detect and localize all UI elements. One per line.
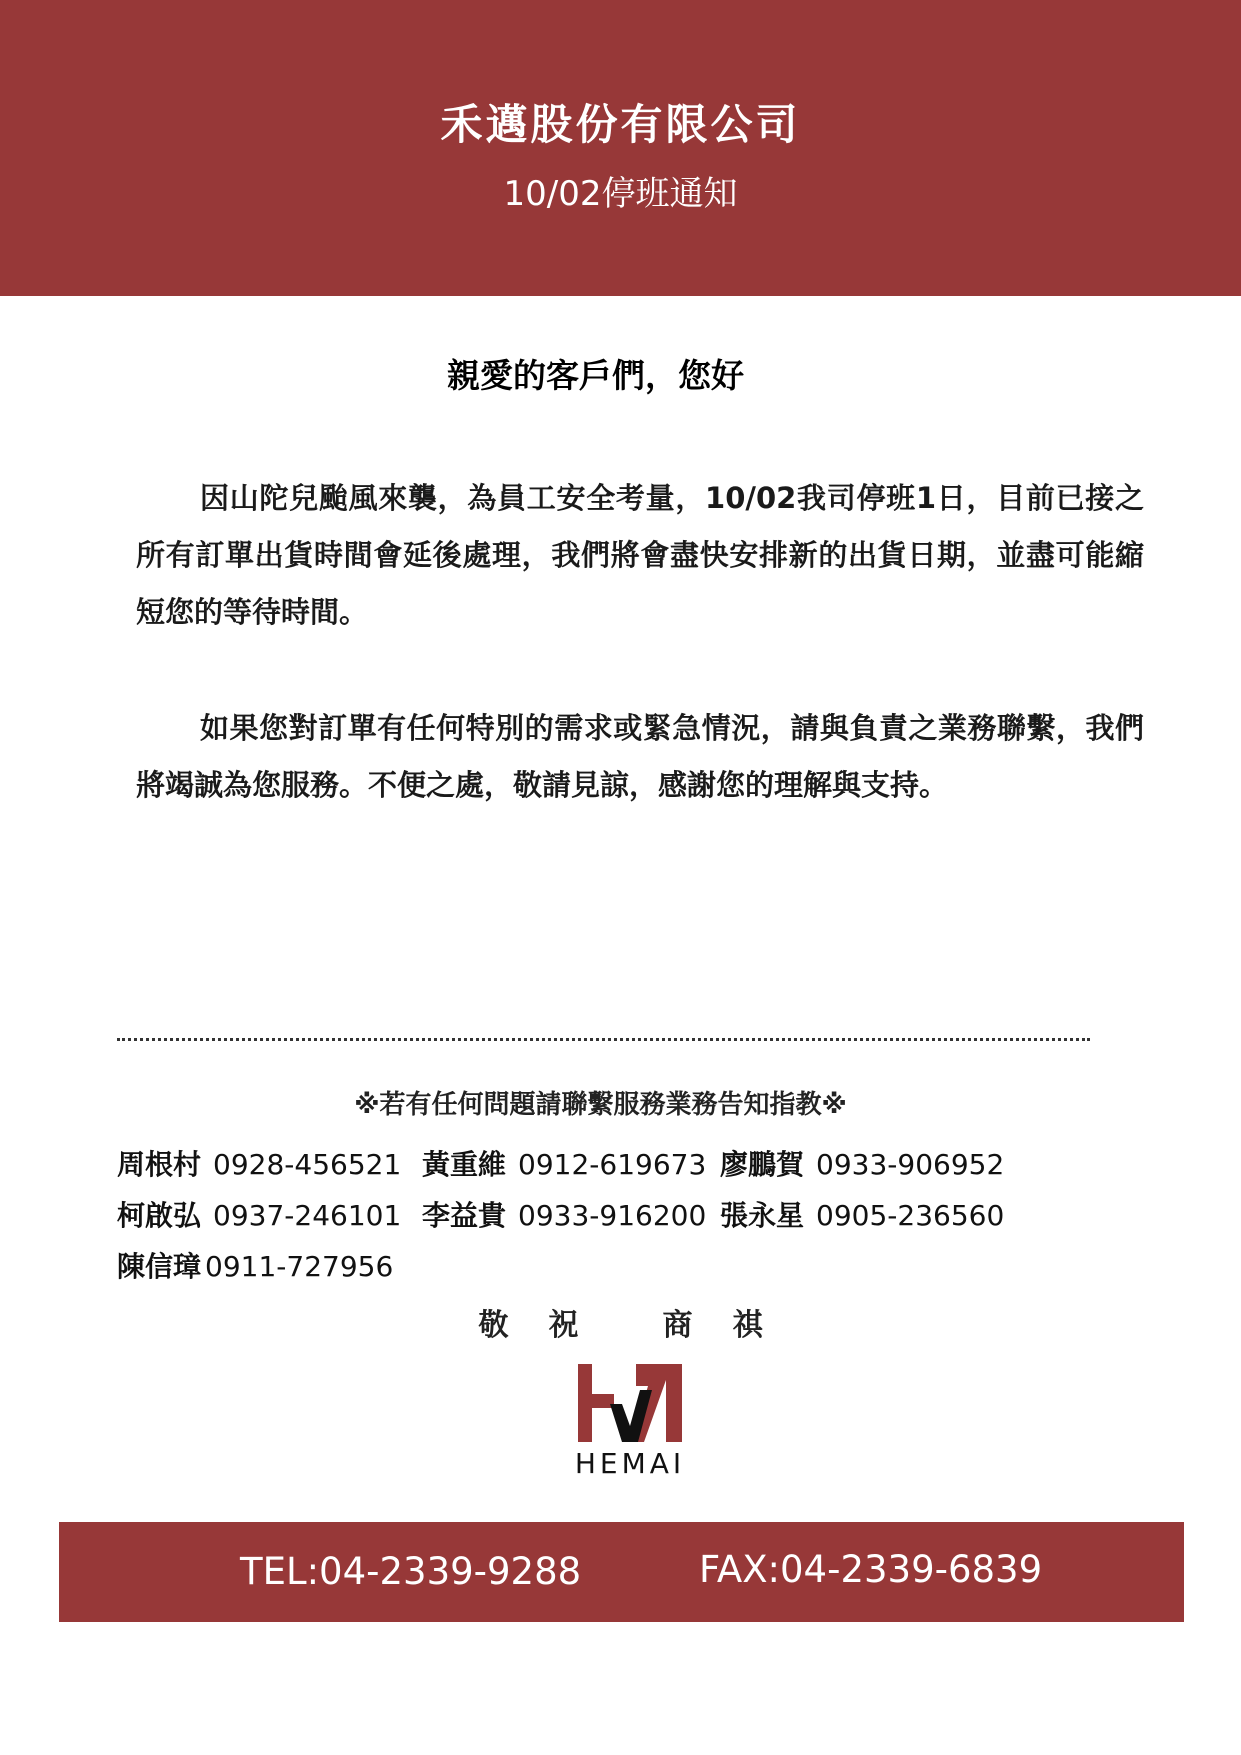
closing-char: 商 xyxy=(662,1308,693,1343)
contact-phone: 0937-246101 xyxy=(213,1199,402,1232)
contact-row xyxy=(117,1194,1017,1245)
contact-entry xyxy=(720,1194,1010,1234)
closing-char: 祝 xyxy=(548,1308,579,1343)
contact-entry xyxy=(720,1143,1010,1183)
contact-phone: 0905-236560 xyxy=(816,1199,1005,1232)
contact-phone: 0912-619673 xyxy=(518,1148,707,1181)
contact-entry xyxy=(117,1245,422,1285)
notice-title: 10/02停班通知 xyxy=(503,174,738,214)
contact-name: 周根村 xyxy=(117,1148,202,1181)
closing-char: 祺 xyxy=(732,1308,763,1343)
company-name: 禾邁股份有限公司 xyxy=(440,100,801,149)
contact-phone: 0933-906952 xyxy=(816,1148,1005,1181)
notice-paragraph-1: 因山陀兒颱風來襲，為員工安全考量，10/02我司停班1日，目前已接之所有訂單出貨時間會延後處理，我們將會盡快安排新的出貨日期，並盡可能縮短您的等待時間。 xyxy=(136,481,1144,629)
contact-phone: 0911-727956 xyxy=(205,1250,394,1283)
logo-mark-icon xyxy=(578,1360,682,1444)
brand-text: HEMAI xyxy=(574,1447,686,1480)
contact-name: 廖鵬賀 xyxy=(720,1148,805,1181)
contact-row xyxy=(117,1245,1017,1296)
contact-name: 陳信璋 xyxy=(117,1250,202,1283)
contact-phone: 0928-456521 xyxy=(213,1148,402,1181)
tel-number: TEL:04-2339-9288 xyxy=(240,1550,582,1593)
contact-name: 柯啟弘 xyxy=(117,1199,202,1232)
fax-number: FAX:04-2339-6839 xyxy=(699,1548,1043,1591)
contact-entry xyxy=(117,1143,422,1183)
closing-salutation xyxy=(0,1300,1241,1344)
contact-name: 張永星 xyxy=(720,1199,805,1232)
contact-entry xyxy=(422,1143,720,1183)
contact-list xyxy=(117,1143,1017,1296)
contact-row xyxy=(117,1143,1017,1194)
contact-entry xyxy=(117,1194,422,1234)
contact-entry xyxy=(422,1194,720,1234)
notice-paragraph-2: 如果您對訂單有任何特別的需求或緊急情況，請與負責之業務聯繫，我們將竭誠為您服務。不便之處，敬請見諒，感謝您的理解與支持。 xyxy=(136,711,1144,802)
dotted-divider xyxy=(117,1038,1090,1041)
footer-banner xyxy=(59,1522,1184,1622)
contact-note: ※若有任何問題請聯繫服務業務告知指教※ xyxy=(354,1090,847,1120)
contact-name: 李益貴 xyxy=(422,1199,507,1232)
closing-char: 敬 xyxy=(478,1308,509,1343)
greeting: 親愛的客戶們，您好 xyxy=(447,356,744,395)
contact-name: 黃重維 xyxy=(422,1148,507,1181)
contact-phone: 0933-916200 xyxy=(518,1199,707,1232)
header-banner xyxy=(0,0,1241,296)
